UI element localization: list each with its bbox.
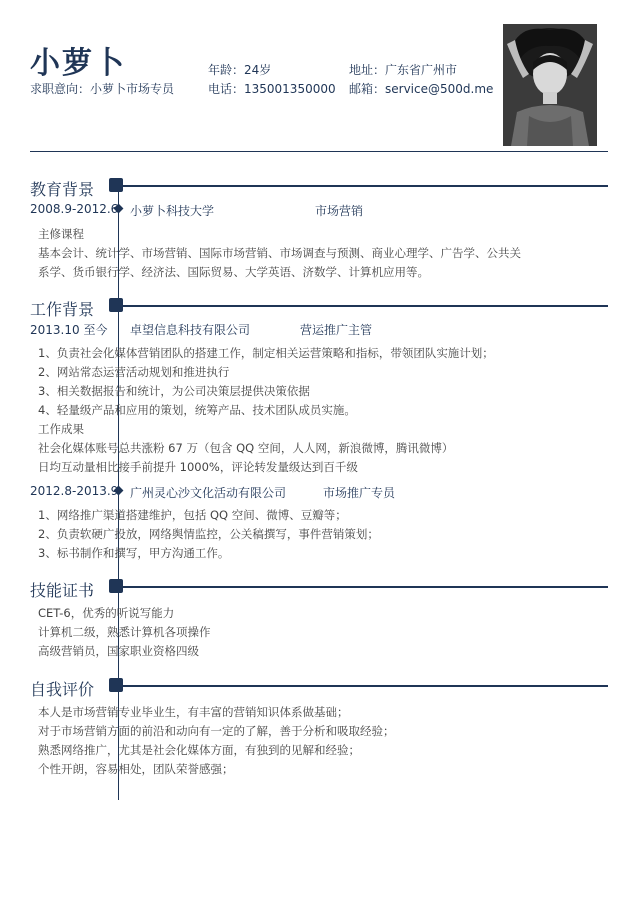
section-divider xyxy=(123,305,608,307)
section-divider xyxy=(123,685,608,687)
job-line: 3、相关数据报告和统计，为公司决策层提供决策依据 xyxy=(38,384,310,398)
job-role: 营运推广主管 xyxy=(300,323,373,337)
education-school: 小萝卜科技大学 xyxy=(130,204,215,218)
job-line: 1、负责社会化媒体营销团队的搭建工作，制定相关运营策略和指标，带领团队实施计划； xyxy=(38,346,494,360)
section-marker xyxy=(109,178,123,192)
education-major: 市场营销 xyxy=(315,204,364,218)
section-divider xyxy=(123,185,608,187)
job-line: 3、标书制作和撰写，甲方沟通工作。 xyxy=(38,546,230,560)
header-divider xyxy=(30,151,608,152)
section-divider xyxy=(123,586,608,588)
skill-line: CET-6，优秀的听说写能力 xyxy=(38,606,175,620)
section-marker xyxy=(109,678,123,692)
self-line: 熟悉网络推广，尤其是社会化媒体方面，有独到的见解和经验； xyxy=(38,743,360,757)
job-line: 工作成果 xyxy=(38,422,84,436)
candidate-name: 小萝卜 xyxy=(30,46,126,81)
section-marker xyxy=(109,579,123,593)
job-line: 社会化媒体账号总共涨粉 67 万（包含 QQ 空间，人人网，新浪微博，腾讯微博） xyxy=(38,441,454,455)
job-line: 1、网络推广渠道搭建维护，包括 QQ 空间、微博、豆瓣等； xyxy=(38,508,347,522)
job-date: 2012.8-2013.9 xyxy=(30,484,119,498)
job-date: 2013.10 至今 xyxy=(30,323,108,337)
skill-line: 计算机二级，熟悉计算机各项操作 xyxy=(38,625,211,639)
email-info: 邮箱：service@500d.me xyxy=(349,82,494,96)
section-marker xyxy=(109,298,123,312)
job-line: 日均互动量相比接手前提升 1000%，评论转发量级达到百千级 xyxy=(38,460,358,474)
education-line: 基本会计、统计学、市场营销、国际市场营销、市场调查与预测、商业心理学、广告学、公共关 xyxy=(38,246,521,260)
self-line: 个性开朗，容易相处，团队荣誉感强； xyxy=(38,762,234,776)
job-line: 2、负责软硬广投放，网络舆情监控，公关稿撰写，事件营销策划； xyxy=(38,527,379,541)
profile-photo xyxy=(503,24,597,146)
skill-line: 高级营销员，国家职业资格四级 xyxy=(38,644,199,658)
job-line: 4、轻量级产品和应用的策划，统筹产品、技术团队成员实施。 xyxy=(38,403,356,417)
job-role: 市场推广专员 xyxy=(323,486,396,500)
self-line: 本人是市场营销专业毕业生，有丰富的营销知识体系做基础； xyxy=(38,705,349,719)
self-line: 对于市场营销方面的前沿和动向有一定的了解，善于分析和吸取经验； xyxy=(38,724,395,738)
phone-info: 电话：135001350000 xyxy=(208,82,336,96)
education-line: 主修课程 xyxy=(38,227,84,241)
job-company: 卓望信息科技有限公司 xyxy=(130,323,251,337)
job-line: 2、网站常态运营活动规划和推进执行 xyxy=(38,365,230,379)
address-info: 地址：广东省广州市 xyxy=(349,63,458,77)
job-company: 广州灵心沙文化活动有限公司 xyxy=(130,486,287,500)
age-info: 年龄：24岁 xyxy=(208,63,272,77)
section-title-skills: 技能证书 xyxy=(30,581,95,600)
section-title-work: 工作背景 xyxy=(30,300,95,319)
section-title-education: 教育背景 xyxy=(30,180,95,199)
job-intent: 求职意向：小萝卜市场专员 xyxy=(30,82,175,96)
section-title-self: 自我评价 xyxy=(30,680,95,699)
education-date: 2008.9-2012.6 xyxy=(30,202,119,216)
education-line: 系学、货币银行学、经济法、国际贸易、大学英语、济数学、计算机应用等。 xyxy=(38,265,429,279)
